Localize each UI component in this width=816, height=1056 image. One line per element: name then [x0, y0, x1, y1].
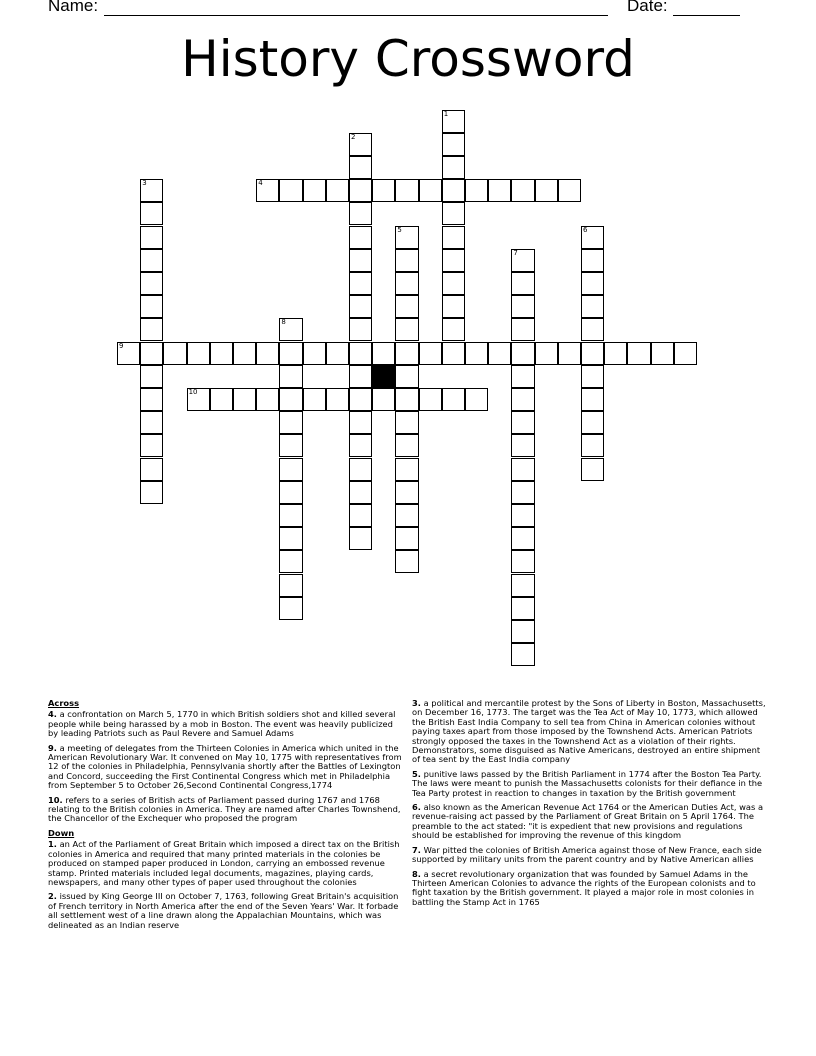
crossword-cell[interactable]: [511, 388, 534, 411]
crossword-cell[interactable]: [395, 226, 418, 249]
crossword-cell[interactable]: [279, 527, 302, 550]
crossword-cell[interactable]: [349, 318, 372, 341]
black-cell: [372, 365, 395, 388]
clue-number: 10: [188, 387, 198, 396]
crossword-cell[interactable]: [442, 388, 465, 411]
crossword-cell[interactable]: [395, 434, 418, 457]
crossword-cell[interactable]: [581, 434, 604, 457]
crossword-cell[interactable]: [140, 458, 163, 481]
clue-item: [412, 803, 768, 841]
clue-number-label: 2.: [48, 891, 57, 902]
crossword-cell[interactable]: [303, 342, 326, 365]
crossword-cell[interactable]: [349, 295, 372, 318]
crossword-cell[interactable]: [233, 388, 256, 411]
crossword-cell[interactable]: [558, 179, 581, 202]
crossword-cell[interactable]: [279, 411, 302, 434]
crossword-cell[interactable]: [442, 249, 465, 272]
crossword-cell[interactable]: [488, 179, 511, 202]
clues-right-column: [412, 699, 768, 912]
crossword-cell[interactable]: [511, 574, 534, 597]
crossword-cell[interactable]: [419, 342, 442, 365]
crossword-cell[interactable]: [581, 365, 604, 388]
crossword-cell[interactable]: [279, 318, 302, 341]
clue-number-label: 9.: [48, 742, 57, 753]
crossword-cell[interactable]: [140, 179, 163, 202]
clue-number: 2: [351, 132, 356, 141]
clue-text: a confrontation on March 5, 1770 in which British soldiers shot and killed several people while being harassed by a mob in Boston. The event was heavily publicized by leading Patriots such as Paul Revere and Samuel Adams: [48, 709, 396, 739]
crossword-cell[interactable]: [279, 342, 302, 365]
clue-text: a secret revolutionary organization that was founded by Samuel Adams in the Thirteen American Colonies to advance the rights of the European colonists and to fight taxation by the British government. It played a major role in most colonies in battling the Stamp Act in 1765: [412, 868, 756, 907]
crossword-cell[interactable]: [395, 318, 418, 341]
down-clue-list: [48, 840, 404, 930]
crossword-cell[interactable]: [581, 272, 604, 295]
crossword-cell[interactable]: [395, 249, 418, 272]
crossword-cell[interactable]: [395, 504, 418, 527]
crossword-cell[interactable]: [419, 388, 442, 411]
crossword-cell[interactable]: [326, 342, 349, 365]
clue-item: [48, 892, 404, 930]
crossword-cell[interactable]: [140, 481, 163, 504]
crossword-cell[interactable]: [279, 550, 302, 573]
crossword-cell[interactable]: [349, 411, 372, 434]
clue-item: [48, 796, 404, 824]
crossword-cell[interactable]: [395, 342, 418, 365]
crossword-cell[interactable]: [581, 318, 604, 341]
crossword-cell[interactable]: [395, 481, 418, 504]
crossword-cell[interactable]: [140, 272, 163, 295]
crossword-cell[interactable]: [140, 388, 163, 411]
clue-number: 6: [583, 225, 588, 234]
crossword-cell[interactable]: [511, 481, 534, 504]
clue-text: punitive laws passed by the British Parliament in 1774 after the Boston Tea Party. The laws were meant to punish the Massachusetts colonists for their defiance in the Tea Party protest in reaction to changes in taxation by the British government: [412, 768, 763, 798]
clue-item: [48, 840, 404, 887]
crossword-cell[interactable]: [442, 156, 465, 179]
crossword-cell[interactable]: [326, 388, 349, 411]
clue-number-label: 10.: [48, 794, 63, 805]
clue-text: War pitted the colonies of British America against those of New France, each side supported by military units from the parent country and by Native American allies: [412, 844, 762, 865]
crossword-cell[interactable]: [511, 458, 534, 481]
down-clue-list-continued: [412, 699, 768, 907]
clue-item: [412, 870, 768, 908]
crossword-cell[interactable]: [488, 342, 511, 365]
crossword-cell[interactable]: [511, 342, 534, 365]
crossword-cell[interactable]: [511, 643, 534, 666]
crossword-cell[interactable]: [581, 458, 604, 481]
crossword-cell[interactable]: [651, 342, 674, 365]
name-label: Name:: [48, 0, 99, 15]
clue-text: refers to a series of British acts of Parliament passed during 1767 and 1768 relating to the British colonies in America. They are named after Charles Townshend, the Chancellor of the Exchequer who proposed the program: [48, 794, 401, 824]
crossword-cell[interactable]: [604, 342, 627, 365]
clue-number: 4: [258, 179, 263, 188]
crossword-cell[interactable]: [581, 411, 604, 434]
crossword-cell[interactable]: [511, 434, 534, 457]
clue-number: 5: [397, 225, 402, 234]
clue-item: [48, 744, 404, 791]
crossword-cell[interactable]: [140, 318, 163, 341]
crossword-cell[interactable]: [442, 133, 465, 156]
crossword-cell[interactable]: [256, 342, 279, 365]
crossword-cell[interactable]: [279, 481, 302, 504]
crossword-cell[interactable]: [511, 597, 534, 620]
crossword-cell[interactable]: [627, 342, 650, 365]
crossword-cell[interactable]: [349, 388, 372, 411]
clue-text: issued by King George III on October 7, 1763, following Great Britain's acquisition of French territory in North America after the end of the Seven Years' War. It forbade all settlement west of a line drawn along the Appalachian Mountains, which was delineated as an Indian reserve: [48, 891, 399, 930]
crossword-cell[interactable]: [372, 179, 395, 202]
clue-number-label: 5.: [412, 768, 421, 779]
crossword-cell[interactable]: [349, 156, 372, 179]
crossword-cell[interactable]: [558, 342, 581, 365]
crossword-cell[interactable]: [140, 434, 163, 457]
crossword-cell[interactable]: [442, 295, 465, 318]
crossword-cell[interactable]: [581, 249, 604, 272]
across-clue-list: [48, 710, 404, 823]
crossword-cell[interactable]: [442, 202, 465, 225]
crossword-cell[interactable]: [511, 504, 534, 527]
crossword-cell[interactable]: [442, 342, 465, 365]
clue-item: [412, 699, 768, 765]
crossword-cell[interactable]: [279, 388, 302, 411]
clue-number: 8: [281, 318, 286, 327]
crossword-cell[interactable]: [511, 249, 534, 272]
crossword-cell[interactable]: [395, 527, 418, 550]
crossword-cell[interactable]: [395, 458, 418, 481]
crossword-cell[interactable]: [442, 272, 465, 295]
crossword-cell[interactable]: [581, 342, 604, 365]
crossword-cell[interactable]: [187, 342, 210, 365]
clue-number-label: 4.: [48, 709, 57, 720]
clue-number: 1: [443, 109, 449, 118]
crossword-cell[interactable]: [279, 365, 302, 388]
crossword-cell[interactable]: [349, 179, 372, 202]
crossword-cell[interactable]: [349, 504, 372, 527]
crossword-cell[interactable]: [279, 574, 302, 597]
crossword-cell[interactable]: [210, 388, 233, 411]
crossword-cell[interactable]: [303, 388, 326, 411]
crossword-cell[interactable]: [256, 179, 279, 202]
crossword-cell[interactable]: [279, 179, 302, 202]
clue-number-label: 7.: [412, 844, 421, 855]
crossword-cell[interactable]: [187, 388, 210, 411]
crossword-cell[interactable]: [140, 365, 163, 388]
clue-text: an Act of the Parliament of Great Britain which imposed a direct tax on the British colonies in America and required that many printed materials in the colonies be produced on stamped paper produced in London, carrying an embossed revenue stamp. Printed materials included legal documents, magazines, playing cards, newspapers, and many other types of paper used throughout the colonies: [48, 839, 400, 887]
crossword-cell[interactable]: [140, 249, 163, 272]
crossword-cell[interactable]: [419, 179, 442, 202]
crossword-cell[interactable]: [372, 388, 395, 411]
clue-text: a meeting of delegates from the Thirteen Colonies in America which united in the American Revolutionary War. It convened on May 10, 1775 with representatives from 12 of the colonies in Philadelphia, Pennsylvania shortly after the Battles of Lexington and Concord, succeeding the First Continental Congress which met in Philadelphia from September 5 to October 26,Second Continental Congress,1774: [48, 742, 402, 791]
crossword-cell[interactable]: [349, 249, 372, 272]
crossword-cell[interactable]: [140, 342, 163, 365]
crossword-cell[interactable]: [535, 179, 558, 202]
crossword-cell[interactable]: [349, 458, 372, 481]
crossword-cell[interactable]: [117, 342, 140, 365]
crossword-cell[interactable]: [140, 226, 163, 249]
crossword-cell[interactable]: [233, 342, 256, 365]
crossword-cell[interactable]: [303, 179, 326, 202]
crossword-cell[interactable]: [442, 226, 465, 249]
crossword-cell[interactable]: [511, 527, 534, 550]
crossword-cell[interactable]: [511, 411, 534, 434]
clue-number-label: 1.: [48, 839, 57, 850]
crossword-cell[interactable]: [326, 179, 349, 202]
date-label: Date:: [627, 0, 668, 15]
page-title: History Crossword: [181, 30, 635, 88]
crossword-cell[interactable]: [511, 620, 534, 643]
across-heading: Across: [48, 698, 80, 708]
crossword-cell[interactable]: [581, 388, 604, 411]
crossword-cell[interactable]: [511, 365, 534, 388]
crossword-cell[interactable]: [395, 272, 418, 295]
crossword-cell[interactable]: [442, 318, 465, 341]
crossword-cell[interactable]: [163, 342, 186, 365]
crossword-cell[interactable]: [349, 434, 372, 457]
crossword-cell[interactable]: [511, 550, 534, 573]
clue-number: 3: [142, 179, 147, 188]
crossword-cell[interactable]: [581, 295, 604, 318]
crossword-cell[interactable]: [279, 504, 302, 527]
crossword-cell[interactable]: [442, 179, 465, 202]
down-heading: Down: [48, 827, 75, 838]
crossword-cell[interactable]: [256, 388, 279, 411]
clue-text: a political and mercantile protest by the Sons of Liberty in Boston, Massachusetts, on December 16, 1773. The target was the Tea Act of May 10, 1773, which allowed the British East India Company to sell tea from China in American colonies without paying taxes apart from those imposed by the Townshend Acts. American Patriots strongly opposed the taxes in the Townshend Act as a violation of their rights. Demonstrators, some disguised as Native Americans, destroyed an entire shipment of tea sent by the East India company: [412, 698, 766, 765]
clue-item: [412, 770, 768, 798]
crossword-cell[interactable]: [395, 388, 418, 411]
crossword-cell[interactable]: [349, 365, 372, 388]
crossword-cell[interactable]: [140, 295, 163, 318]
crossword-cell[interactable]: [395, 179, 418, 202]
crossword-cell[interactable]: [395, 550, 418, 573]
clue-number: 9: [119, 341, 124, 350]
crossword-cell[interactable]: [511, 295, 534, 318]
clues-left-column: [48, 699, 404, 935]
crossword-cell[interactable]: [465, 388, 488, 411]
clue-number-label: 6.: [412, 802, 421, 813]
clue-number-label: 8.: [412, 868, 421, 879]
clue-item: [48, 710, 404, 738]
crossword-cell[interactable]: [511, 179, 534, 202]
crossword-cell[interactable]: [349, 133, 372, 156]
crossword-cell[interactable]: [140, 202, 163, 225]
crossword-cell[interactable]: [140, 411, 163, 434]
crossword-cell[interactable]: [674, 342, 697, 365]
crossword-cell[interactable]: [511, 272, 534, 295]
clue-number-label: 3.: [412, 698, 421, 708]
crossword-cell[interactable]: [279, 597, 302, 620]
crossword-cell[interactable]: [349, 527, 372, 550]
clue-item: [412, 846, 768, 865]
crossword-cell[interactable]: [395, 365, 418, 388]
crossword-cell[interactable]: [349, 342, 372, 365]
crossword-cell[interactable]: [372, 342, 395, 365]
crossword-cell[interactable]: [511, 318, 534, 341]
crossword-cell[interactable]: [349, 202, 372, 225]
crossword-cell[interactable]: [465, 179, 488, 202]
crossword-cell[interactable]: [349, 226, 372, 249]
crossword-cell[interactable]: [349, 481, 372, 504]
crossword-cell[interactable]: [442, 110, 465, 133]
crossword-cell[interactable]: [395, 411, 418, 434]
crossword-cell[interactable]: [210, 342, 233, 365]
crossword-cell[interactable]: [279, 434, 302, 457]
crossword-cell[interactable]: [279, 458, 302, 481]
crossword-cell[interactable]: [395, 295, 418, 318]
crossword-cell[interactable]: [581, 226, 604, 249]
crossword-cell[interactable]: [535, 342, 558, 365]
crossword-cell[interactable]: [349, 272, 372, 295]
clue-text: also known as the American Revenue Act 1764 or the American Duties Act, was a revenue-raising act passed by the Parliament of Great Britain on 5 April 1764. The preamble to the act stated: "it is expedient that new provisions and regulations should be established for improving the revenue of this kingdom: [412, 802, 764, 841]
crossword-cell[interactable]: [465, 342, 488, 365]
clue-number: 7: [513, 248, 518, 257]
